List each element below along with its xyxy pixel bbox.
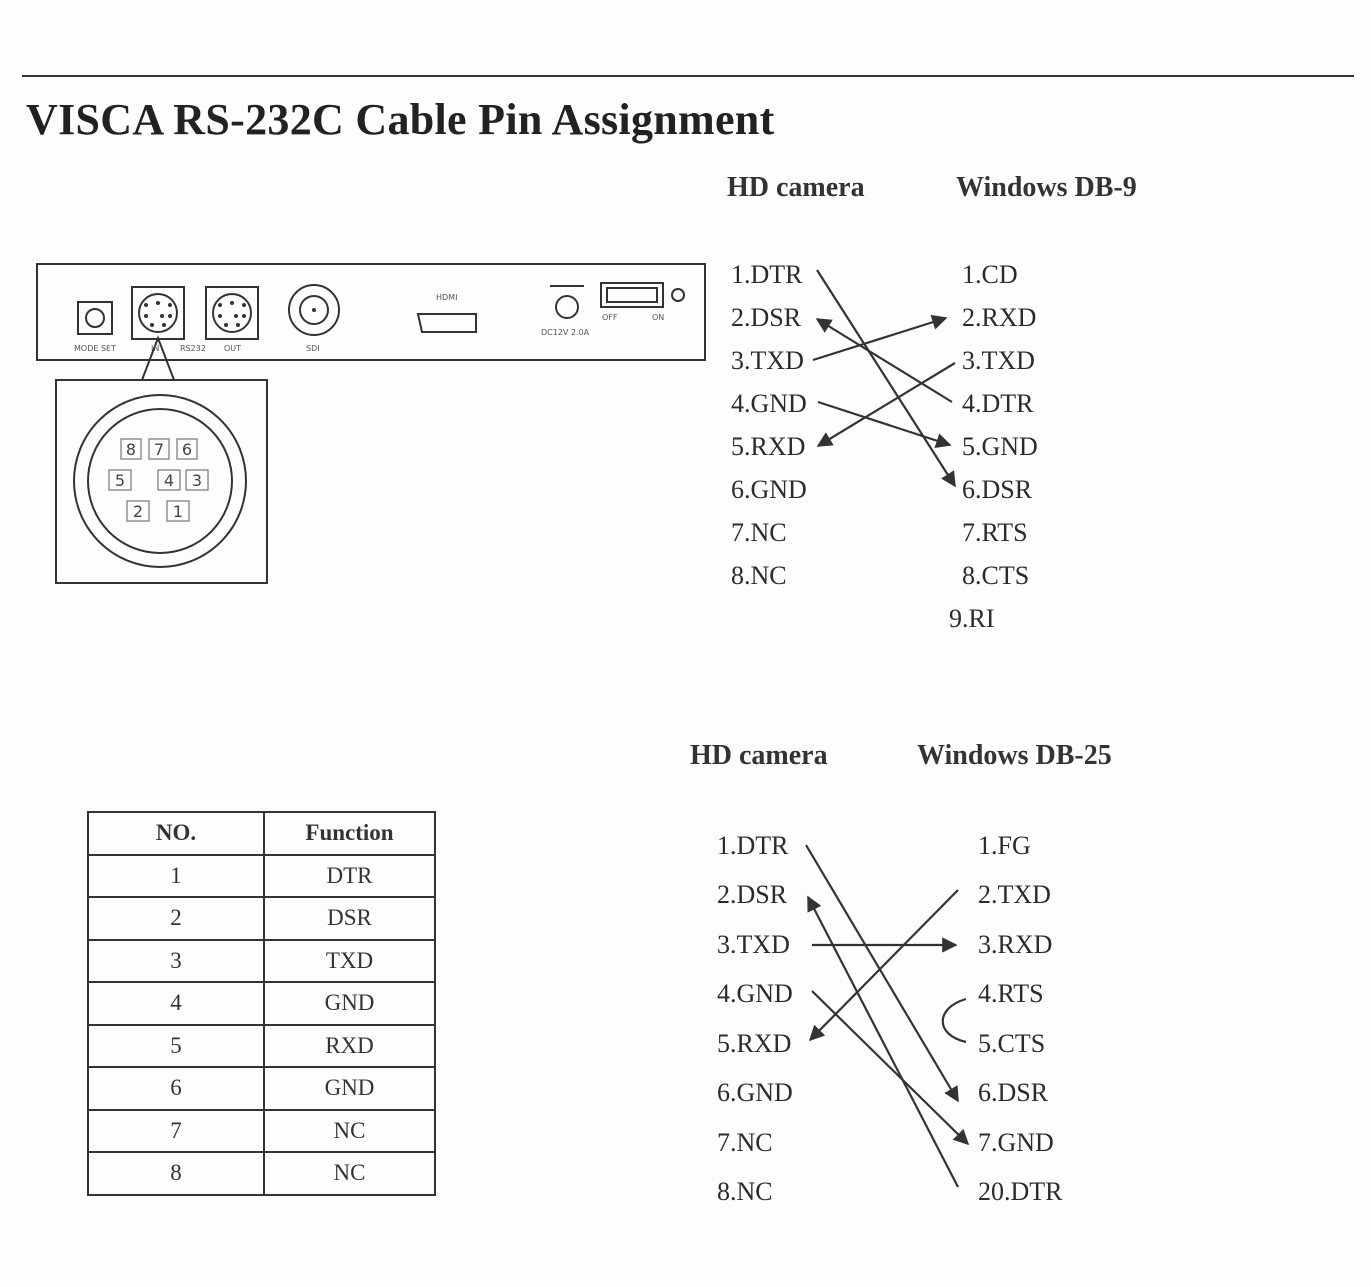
mini-din-pin-3: 3 bbox=[191, 471, 203, 490]
mode-set-label: MODE SET bbox=[74, 344, 116, 353]
db25-cam-pin-8: 8.NC bbox=[717, 1177, 773, 1206]
table-header-function: Function bbox=[264, 812, 435, 855]
db9-pc-pin-2: 2.RXD bbox=[962, 303, 1037, 332]
table-header-no: NO. bbox=[88, 812, 264, 855]
db25-pc-header: Windows DB-25 bbox=[917, 740, 1112, 771]
db25-cam-pin-2: 2.DSR bbox=[717, 880, 788, 909]
db9-cam-pin-4: 4.GND bbox=[731, 389, 807, 418]
table-header-row bbox=[88, 812, 435, 855]
table-cell-no: 6 bbox=[88, 1067, 264, 1110]
power-label: DC12V 2.0A bbox=[541, 328, 590, 337]
db25-wire-dtr-cam-dsr bbox=[808, 897, 958, 1187]
out-label: OUT bbox=[224, 344, 242, 353]
table-row bbox=[88, 1025, 435, 1068]
sdi-label: SDI bbox=[306, 344, 320, 353]
db25-camera-header: HD camera bbox=[690, 740, 828, 771]
mode-set-switch bbox=[78, 302, 112, 334]
db25-cam-pin-5: 5.RXD bbox=[717, 1029, 792, 1058]
table-cell-function: NC bbox=[264, 1110, 435, 1153]
db9-cam-pin-7: 7.NC bbox=[731, 518, 787, 547]
db9-pc-pin-8: 8.CTS bbox=[962, 561, 1030, 590]
db9-cam-pin-3: 3.TXD bbox=[731, 346, 804, 375]
db9-pc-pin-9: 9.RI bbox=[949, 604, 995, 633]
db25-pc-pin-5: 5.CTS bbox=[978, 1029, 1046, 1058]
db9-pc-pin-4: 4.DTR bbox=[962, 389, 1034, 418]
db9-wire-txd-cam-rxd bbox=[818, 363, 955, 446]
off-label: OFF bbox=[602, 313, 618, 322]
db9-pc-pin-6: 6.DSR bbox=[962, 475, 1033, 504]
table-cell-function: RXD bbox=[264, 1025, 435, 1068]
table-cell-no: 8 bbox=[88, 1152, 264, 1195]
mini-din-pin-7: 7 bbox=[153, 440, 165, 459]
table-cell-function: TXD bbox=[264, 940, 435, 983]
led-indicator bbox=[672, 289, 684, 301]
panel-outline bbox=[37, 264, 705, 360]
pin-function-table bbox=[87, 811, 436, 1196]
table-row bbox=[88, 982, 435, 1025]
db9-pc-pin-7: 7.RTS bbox=[962, 518, 1028, 547]
db9-pc-header: Windows DB-9 bbox=[956, 172, 1137, 203]
db9-wire-dtr-cam-dsr bbox=[817, 319, 952, 402]
db25-pc-pin-3: 3.RXD bbox=[978, 930, 1053, 959]
db25-cam-pin-6: 6.GND bbox=[717, 1078, 793, 1107]
table-cell-no: 4 bbox=[88, 982, 264, 1025]
rs232-label: RS232 bbox=[180, 344, 206, 353]
mini-din-outline bbox=[74, 395, 246, 567]
db25-cam-pin-4: 4.GND bbox=[717, 979, 793, 1008]
db25-pc-pin-1: 1.FG bbox=[978, 831, 1031, 860]
db25-cam-pin-7: 7.NC bbox=[717, 1128, 773, 1157]
db25-cam-pin-3: 3.TXD bbox=[717, 930, 790, 959]
db25-pc-pin-4: 4.RTS bbox=[978, 979, 1044, 1008]
db25-pc-pin-7: 7.GND bbox=[978, 1128, 1054, 1157]
db9-wire-gnd-gnd bbox=[818, 402, 950, 445]
db25-wire-txd-cam-rxd bbox=[810, 890, 958, 1040]
table-row bbox=[88, 897, 435, 940]
table-cell-no: 5 bbox=[88, 1025, 264, 1068]
on-label: ON bbox=[652, 313, 665, 322]
db9-wire-txd-rxd bbox=[813, 318, 946, 360]
page-title: VISCA RS-232C Cable Pin Assignment bbox=[26, 95, 775, 144]
in-label: IN bbox=[151, 344, 160, 353]
db9-pc-pin-5: 5.GND bbox=[962, 432, 1038, 461]
power-jack-icon bbox=[556, 296, 578, 318]
db25-pc-pin-8: 20.DTR bbox=[978, 1177, 1063, 1206]
db9-cam-pin-5: 5.RXD bbox=[731, 432, 806, 461]
db9-cam-pin-2: 2.DSR bbox=[731, 303, 802, 332]
db9-wire-dtr-dsr bbox=[817, 270, 955, 486]
db25-cam-pin-1: 1.DTR bbox=[717, 831, 789, 860]
table-cell-no: 3 bbox=[88, 940, 264, 983]
mini-din-pin-4: 4 bbox=[163, 471, 175, 490]
table-cell-no: 2 bbox=[88, 897, 264, 940]
table-cell-function: DTR bbox=[264, 855, 435, 898]
table-cell-function: NC bbox=[264, 1152, 435, 1195]
db9-cam-pin-6: 6.GND bbox=[731, 475, 807, 504]
table-cell-no: 1 bbox=[88, 855, 264, 898]
table-row bbox=[88, 855, 435, 898]
power-switch bbox=[601, 283, 663, 307]
table-row bbox=[88, 940, 435, 983]
mini-din-pin-5: 5 bbox=[114, 471, 126, 490]
db25-wire-dtr-dsr bbox=[806, 845, 958, 1101]
table-row bbox=[88, 1110, 435, 1153]
hdmi-label: HDMI bbox=[436, 293, 458, 302]
hdmi-port-icon bbox=[418, 314, 476, 332]
rear-panel-diagram bbox=[0, 0, 720, 600]
table-cell-function: GND bbox=[264, 982, 435, 1025]
db9-camera-header: HD camera bbox=[727, 172, 865, 203]
mini-din-pin-1: 1 bbox=[172, 502, 184, 521]
mini-din-pin-2: 2 bbox=[132, 502, 144, 521]
db9-cam-pin-8: 8.NC bbox=[731, 561, 787, 590]
table-cell-function: GND bbox=[264, 1067, 435, 1110]
table-row bbox=[88, 1067, 435, 1110]
mini-din-pin-8: 8 bbox=[125, 440, 137, 459]
table-cell-function: DSR bbox=[264, 897, 435, 940]
mini-din-pin-6: 6 bbox=[181, 440, 193, 459]
db9-pc-pin-1: 1.CD bbox=[962, 260, 1018, 289]
db25-pc-pin-2: 2.TXD bbox=[978, 880, 1051, 909]
table-row bbox=[88, 1152, 435, 1195]
table-cell-no: 7 bbox=[88, 1110, 264, 1153]
db9-cam-pin-1: 1.DTR bbox=[731, 260, 803, 289]
db25-rts-cts-loop bbox=[943, 999, 966, 1042]
db25-wire-gnd-gnd bbox=[812, 991, 968, 1144]
db25-pc-pin-6: 6.DSR bbox=[978, 1078, 1049, 1107]
db9-pc-pin-3: 3.TXD bbox=[962, 346, 1035, 375]
